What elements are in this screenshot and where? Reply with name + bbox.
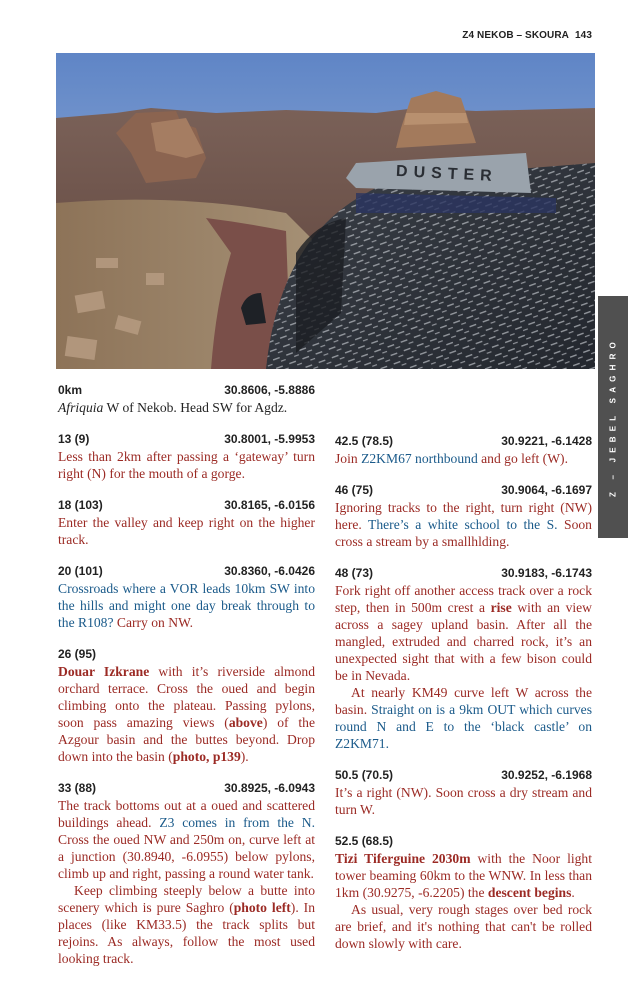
waypoint-text: Afriquia W of Nekob. Head SW for Agdz. [58, 400, 288, 415]
waypoint-text: It’s a right (NW). Soon cross a dry stream and turn W. [335, 785, 592, 817]
waypoint-text-continued: At nearly KM49 curve left W across the basin. Straight on is a 9km OUT which curves round N and E to the ‘black castle’ on Z2KM71. [335, 685, 592, 751]
waypoint-entry [58, 781, 315, 967]
waypoint-text-continued: As usual, very rough stages over bed rock are brief, and it's nothing that can't be rolled down slowly with care. [335, 902, 592, 951]
waypoint-coords: 30.8360, -6.0426 [224, 564, 315, 578]
waypoint-coords: 30.9183, -6.1743 [501, 566, 592, 580]
waypoint-entry [335, 434, 592, 467]
waypoint-header [58, 647, 315, 662]
waypoint-km: 46 (75) [335, 483, 374, 497]
waypoint-km: 33 (88) [58, 781, 97, 795]
waypoint-km: 18 (103) [58, 498, 103, 512]
waypoint-text: Join Z2KM67 northbound and go left (W). [335, 451, 568, 466]
waypoint-coords: 30.9064, -6.1697 [501, 483, 592, 497]
waypoint-entry [335, 483, 592, 550]
waypoint-text: Douar Izkrane with it’s riverside almond orchard terrace. Cross the oued and begin climbing onto the plateau. Passing pylons, soon pass amazing views (above) of the Azgour basin and the buttes beyond. Drop down into the basin (photo, p139). [58, 664, 315, 764]
waypoint-text: Crossroads where a VOR leads 10km SW into the hills and might one day break through to the R108? Carry on NW. [58, 581, 315, 630]
waypoint-km: 26 (95) [58, 647, 97, 661]
waypoint-text: Enter the valley and keep right on the higher track. [58, 515, 315, 547]
waypoint-header [58, 383, 315, 398]
waypoint-text: Tizi Tiferguine 2030m with the Noor light tower beaming 60km to the WNW. In less than 1km (30.9275, -6.2205) the descent begins. [335, 851, 592, 900]
waypoint-text: Ignoring tracks to the right, turn right (NW) here. There’s a white school to the S. Soon cross a stream by a smallhlding. [335, 500, 592, 549]
waypoint-km: 52.5 (68.5) [335, 834, 394, 848]
left-column [58, 383, 315, 983]
waypoint-coords: 30.9221, -6.1428 [501, 434, 592, 448]
waypoint-header [58, 781, 315, 796]
chapter-side-tab-label: Z – JEBEL SAGHRO [608, 337, 618, 497]
waypoint-coords: 30.8606, -5.8886 [224, 383, 315, 397]
waypoint-header [58, 564, 315, 579]
waypoint-entry [58, 383, 315, 416]
waypoint-coords: 30.9252, -6.1968 [501, 768, 592, 782]
waypoint-header [335, 834, 592, 849]
waypoint-header [335, 566, 592, 581]
chapter-side-tab [598, 296, 628, 538]
waypoint-text: Less than 2km after passing a ‘gateway’ turn right (N) for the mouth of a gorge. [58, 449, 315, 481]
section-title: Z4 NEKOB – SKOURA [462, 30, 569, 41]
waypoint-km: 20 (101) [58, 564, 103, 578]
route-photo [56, 53, 595, 369]
waypoint-coords: 30.8925, -6.0943 [224, 781, 315, 795]
running-header [462, 30, 592, 41]
waypoint-entry [58, 564, 315, 631]
waypoint-text-continued: Keep climbing steeply below a butte into scenery which is pure Saghro (photo left). In places (like KM33.5) the track splits but rejoins. As always, follow the most used looking track. [58, 883, 315, 966]
waypoint-header [335, 483, 592, 498]
waypoint-header [58, 498, 315, 513]
waypoint-entry [335, 566, 592, 752]
page-number: 143 [575, 30, 592, 41]
waypoint-entry [335, 768, 592, 818]
waypoint-text: Fork right off another access track over a rock step, then in 500m crest a rise with an view across a sagey upland basin. After all the mangled, extruded and charred rock, it’s an unexpected sight that with a few bison could be in Nevada. [335, 583, 592, 683]
waypoint-km: 42.5 (78.5) [335, 434, 394, 448]
svg-text:DUSTER: DUSTER [395, 162, 499, 186]
waypoint-header [58, 432, 315, 447]
waypoint-text: The track bottoms out at a oued and scattered buildings ahead. Z3 comes in from the N. Cross the oued NW and 250m on, curve left at a junction (30.8940, -6.0955) below pylons, climb up and right, passing a round water tank. [58, 798, 315, 881]
waypoint-km: 0km [58, 383, 83, 397]
waypoint-header [335, 768, 592, 783]
right-column [335, 400, 592, 968]
waypoint-entry [58, 647, 315, 765]
waypoint-km: 50.5 (70.5) [335, 768, 394, 782]
waypoint-header [335, 434, 592, 449]
waypoint-km: 48 (73) [335, 566, 374, 580]
waypoint-entry [335, 834, 592, 952]
waypoint-km: 13 (9) [58, 432, 90, 446]
waypoint-entry [58, 432, 315, 482]
waypoint-entry [58, 498, 315, 548]
waypoint-coords: 30.8165, -6.0156 [224, 498, 315, 512]
waypoint-coords: 30.8001, -5.9953 [224, 432, 315, 446]
